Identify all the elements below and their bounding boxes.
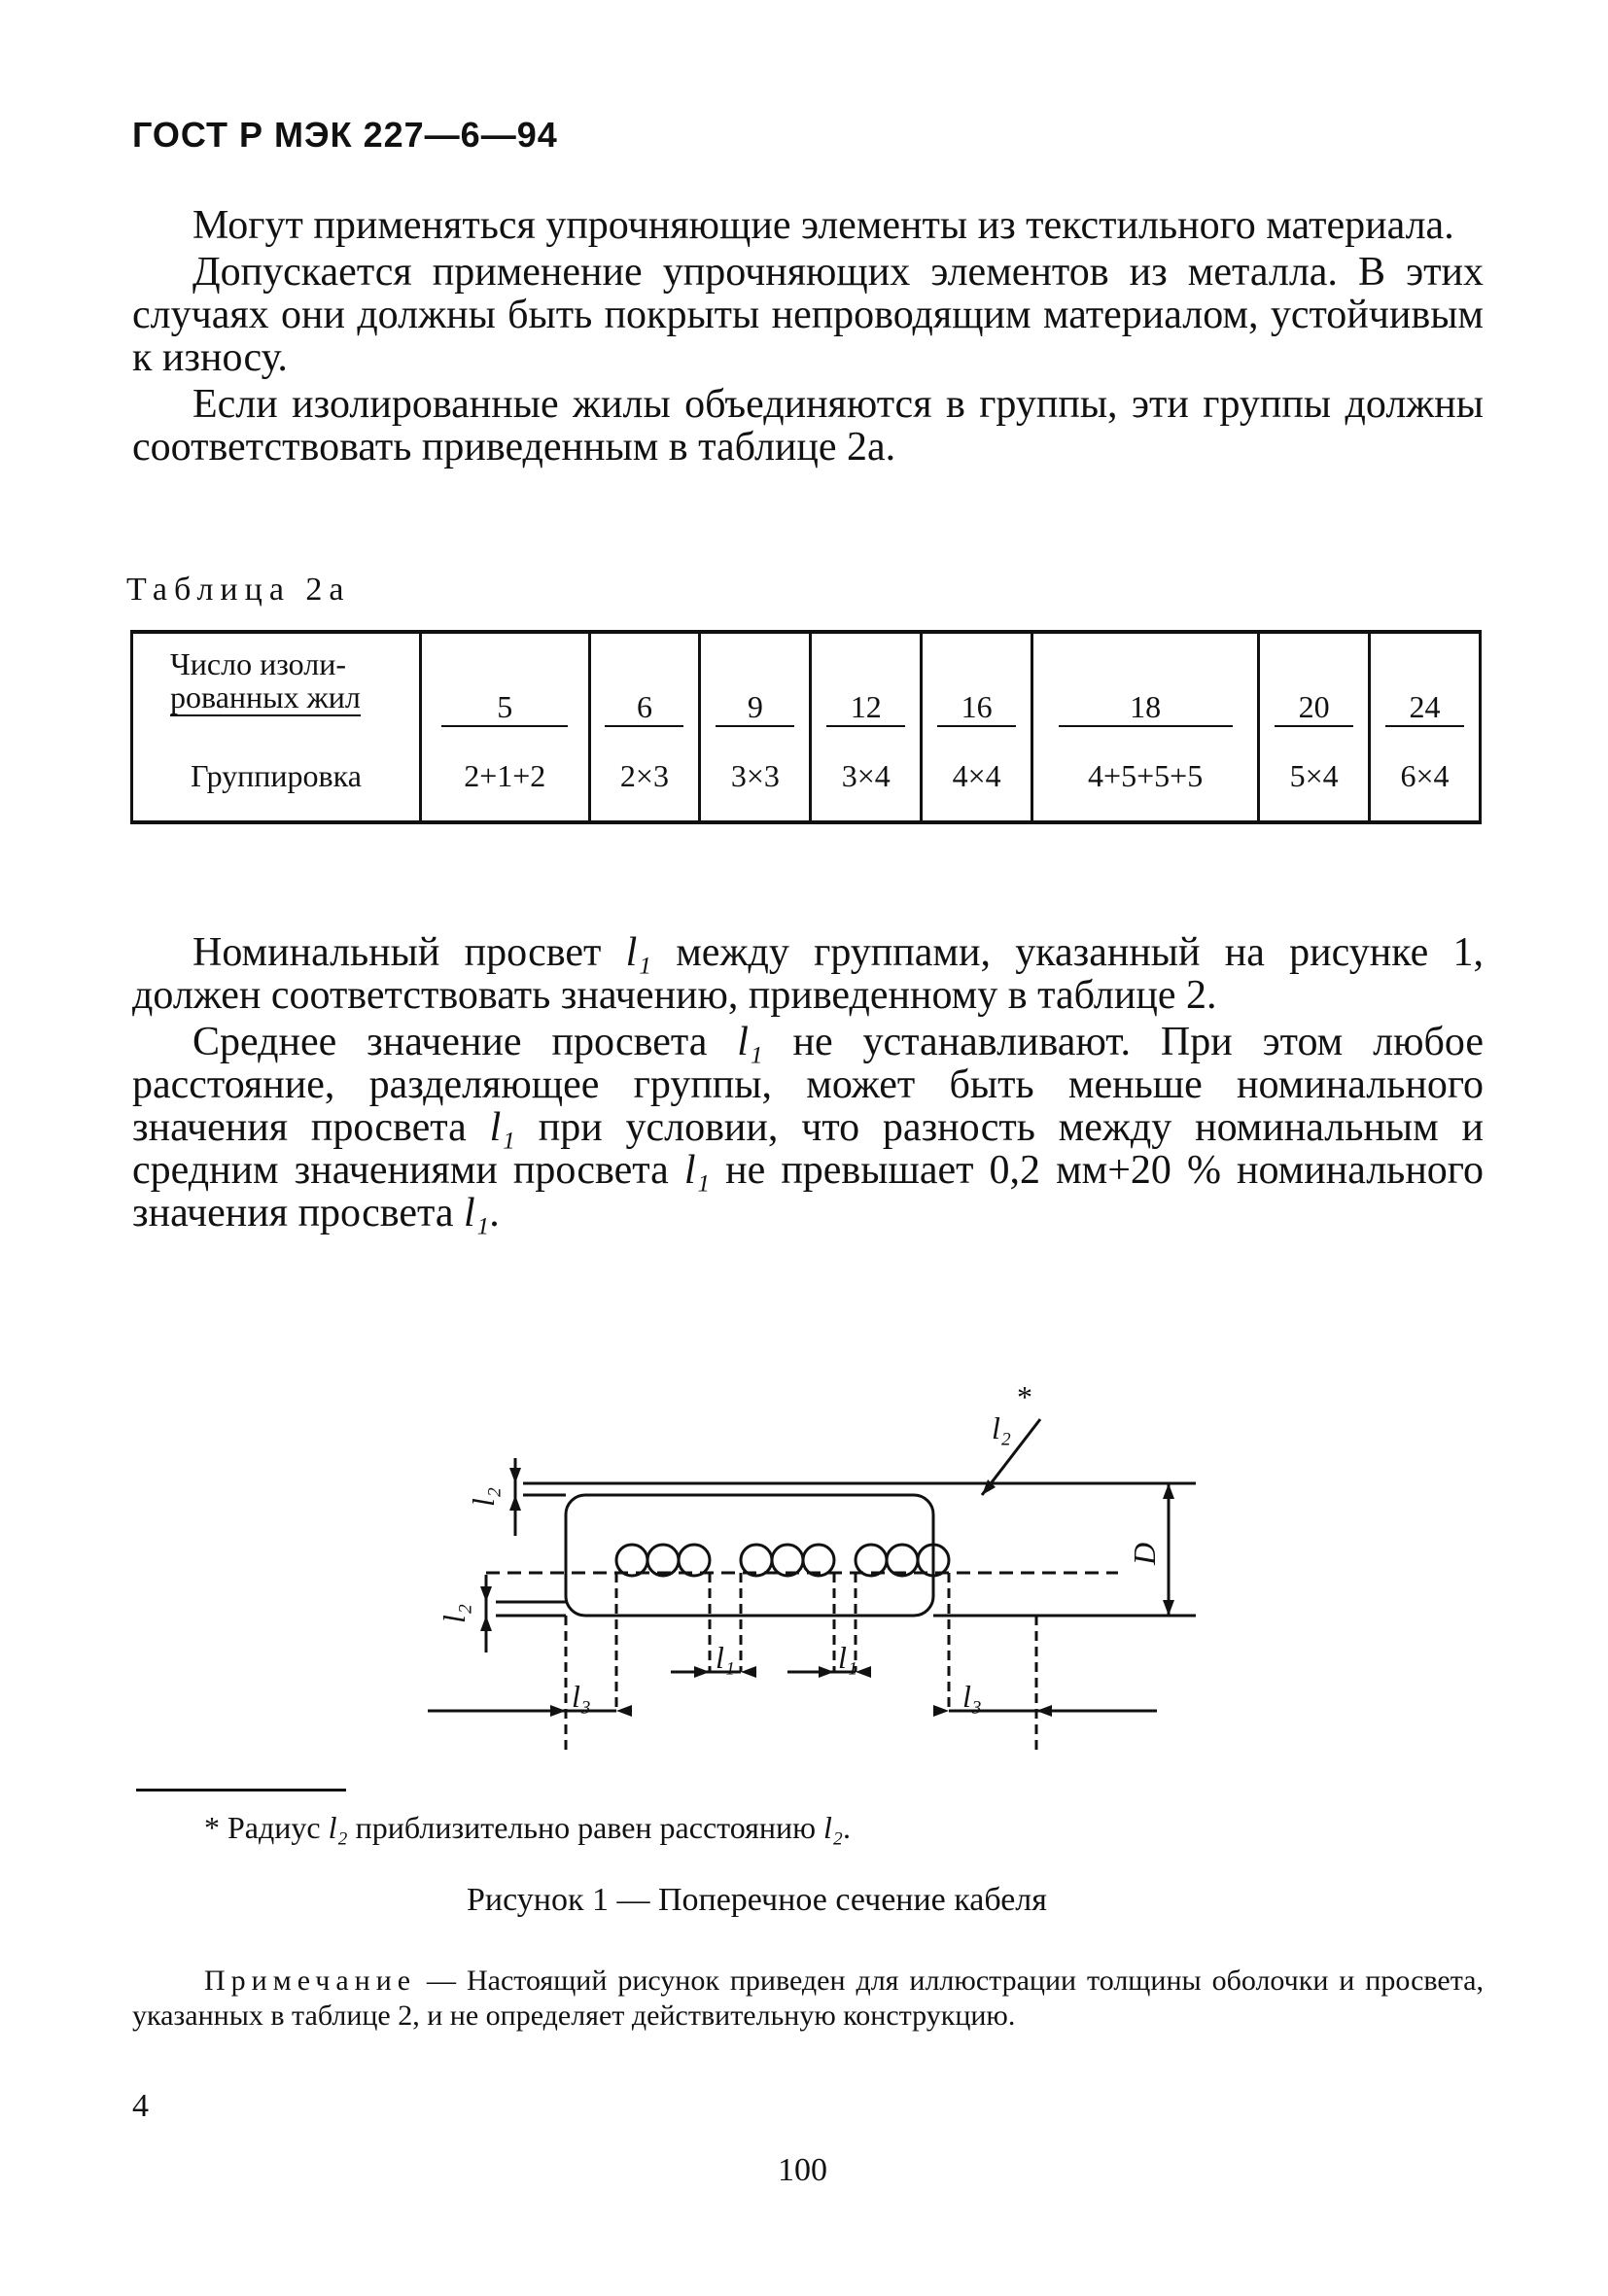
table-cell: 6×4 <box>1370 731 1481 822</box>
table-cell: 5×4 <box>1259 731 1370 822</box>
figure-caption: Рисунок 1 — Поперечное сечение кабеля <box>467 1882 1047 1918</box>
text-run: приблизительно равен расстоянию <box>347 1810 823 1845</box>
cell-value: 12 <box>826 689 905 727</box>
variable-l1: l₁ <box>463 1191 490 1235</box>
table-cell: 4×4 <box>922 731 1032 822</box>
table-cell <box>1032 632 1259 731</box>
paragraph: Допускается применение упрочняющих элементов из металла. В этих случаях они должны быть покрыты непроводящим материалом, устойчивым к износу. <box>132 250 1484 380</box>
table-cell <box>811 632 922 731</box>
note-label: Примечание <box>204 1965 417 1997</box>
variable-l2: l₂ <box>328 1810 348 1845</box>
variable-l1: l₁ <box>489 1105 515 1150</box>
label-D: D <box>1127 1542 1162 1565</box>
cable-cross-section-figure <box>399 1380 1196 1750</box>
text-run: * Радиус <box>204 1810 329 1845</box>
table-cell <box>922 632 1032 731</box>
text-run: Номинальный просвет <box>192 930 626 975</box>
paragraph <box>132 1021 1484 1235</box>
variable-l1: l₁ <box>737 1020 763 1064</box>
conductor-group-2 <box>741 1545 834 1576</box>
text-run: . <box>843 1810 851 1845</box>
note <box>132 1964 1484 2034</box>
label-l2-radius: l₂ <box>992 1410 1012 1445</box>
table-header-cell <box>132 632 421 731</box>
body-text-top <box>132 204 1484 472</box>
table-cell <box>700 632 811 731</box>
cell-value: 9 <box>716 689 794 727</box>
table-cell <box>1259 632 1370 731</box>
document-header: ГОСТ Р МЭК 227—6—94 <box>132 115 558 155</box>
label-l1-second: l₁ <box>838 1640 858 1675</box>
cell-value: 24 <box>1385 689 1464 727</box>
variable-l2: l₂ <box>822 1810 843 1845</box>
footnote-rule <box>136 1789 346 1792</box>
paragraph: Если изолированные жилы объединяются в группы, эти группы должны соответствовать приведенным в таблице 2а. <box>132 382 1484 470</box>
note-text: — Настоящий рисунок приведен для иллюстрации толщины оболочки и просвета, указанных в таблице 2, и не определяет действительную конструкцию. <box>132 1965 1484 2032</box>
page-number: 4 <box>132 2088 149 2124</box>
paragraph <box>132 931 1484 1017</box>
cell-value: 18 <box>1059 689 1233 727</box>
header-line: Число изоли- <box>170 646 346 681</box>
table-cell: 2+1+2 <box>421 731 590 822</box>
label-l2-top: l₂ <box>466 1486 501 1507</box>
text-run: . <box>489 1191 500 1235</box>
table-cell: 3×4 <box>811 731 922 822</box>
text-run: Среднее значение просвета <box>192 1020 738 1064</box>
body-text-middle <box>132 931 1484 1238</box>
cable-sheath-outline <box>566 1495 933 1616</box>
variable-l1: l₁ <box>625 930 651 975</box>
table-cell: 2×3 <box>589 731 700 822</box>
cell-value: 16 <box>937 689 1016 727</box>
table-caption: Таблица 2а <box>126 572 351 608</box>
table-cell <box>589 632 700 731</box>
label-l3-right: l₃ <box>962 1679 983 1714</box>
variable-l1: l₁ <box>683 1148 711 1193</box>
table-row <box>132 632 1481 731</box>
text-run: не устанавливают. При этом любое расстояние, разделяющее группы, может быть меньше номинального значения просвета <box>132 1020 1484 1150</box>
bottom-page-number: 100 <box>778 2152 827 2188</box>
conductor-group-1 <box>616 1545 710 1576</box>
conductor-group-3 <box>856 1545 949 1576</box>
table-cell: 4+5+5+5 <box>1032 731 1259 822</box>
table-cell <box>1370 632 1481 731</box>
label-star: * <box>1017 1380 1032 1414</box>
cell-value: 5 <box>441 689 568 727</box>
text-run: не превышает 0,2 мм+20 % номинального значения просвета <box>132 1148 1484 1235</box>
table-2a <box>130 630 1482 824</box>
label-l1-first: l₁ <box>716 1640 736 1675</box>
label-l2-bottom: l₂ <box>437 1603 472 1623</box>
table-row <box>132 731 1481 822</box>
text-run: между группами, указанный на рисунке 1, должен соответствовать значению, приведенному в таблице 2. <box>132 930 1484 1018</box>
table-header-cell: Группировка <box>132 731 421 822</box>
table-cell: 3×3 <box>700 731 811 822</box>
footnote <box>204 1810 851 1846</box>
label-l3-left: l₃ <box>572 1679 592 1714</box>
cell-value: 20 <box>1275 689 1353 727</box>
paragraph: Могут применяться упрочняющие элементы из текстильного материала. <box>192 203 1454 248</box>
text-run: при условии, что разность между номинальным и средним значениями просвета <box>132 1105 1484 1193</box>
table-cell <box>421 632 590 731</box>
cell-value: 6 <box>605 689 683 727</box>
header-line: рованных жил <box>170 679 361 714</box>
